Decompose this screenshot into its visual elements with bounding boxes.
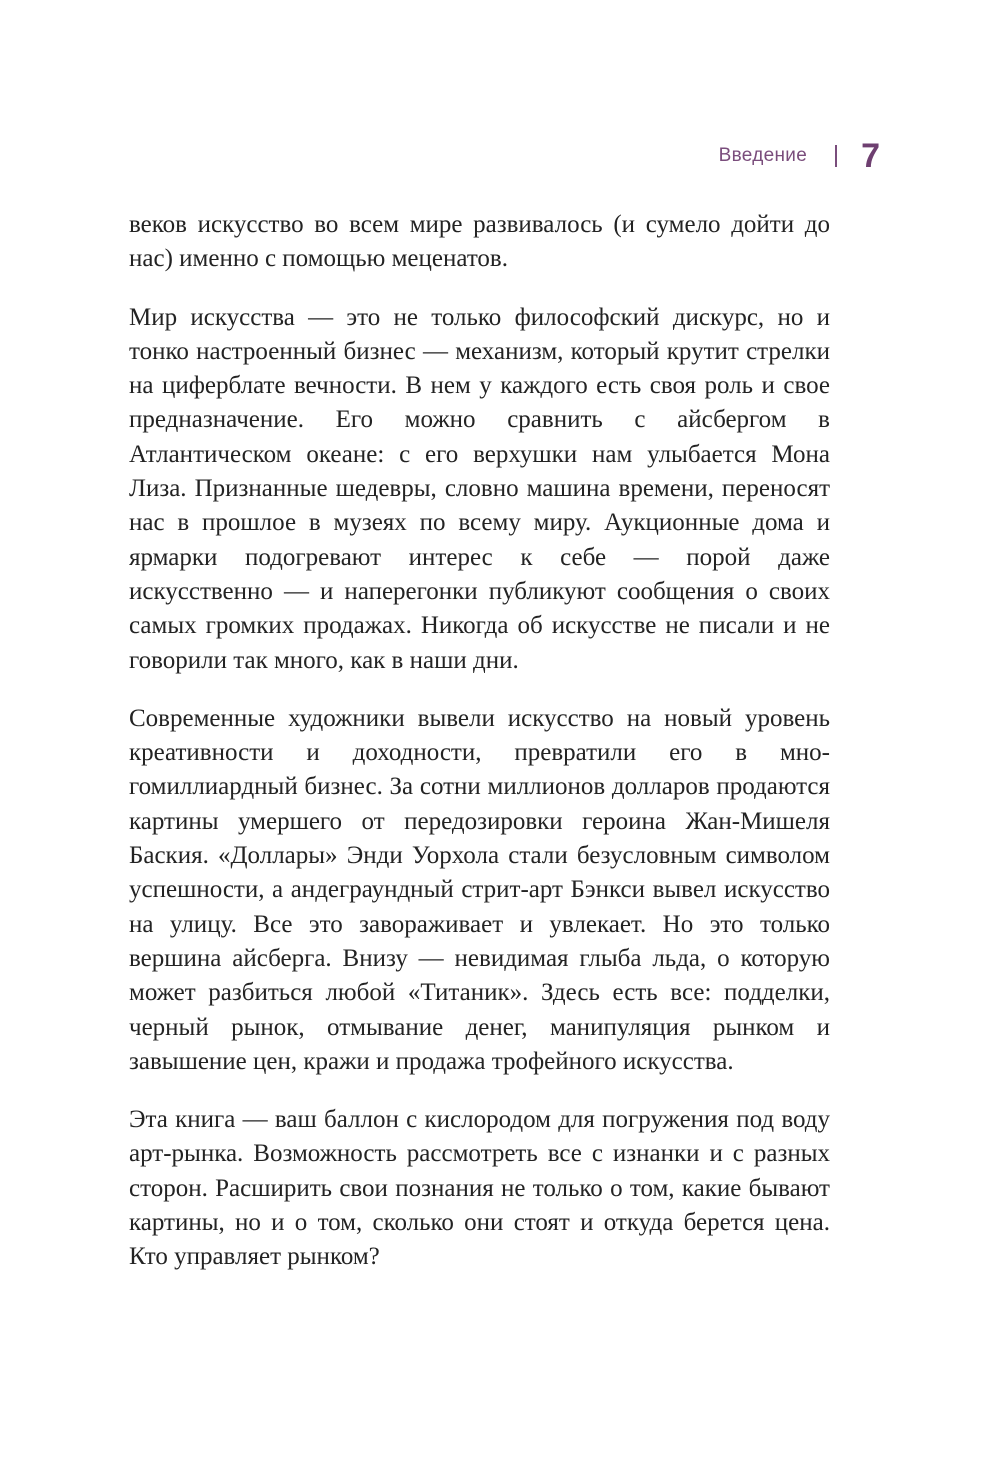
paragraph-1: веков искусство во всем мире развивалось (и сумело дойти до нас) именно с помощью меценатов. [129,211,830,273]
running-header [719,136,880,176]
header-divider [835,145,837,167]
paragraph-3: Современные художники вывели искусство на новый уровень креативности и доходности, превратили его в многомиллиардный бизнес. За сотни миллионов долларов продаются картины умершего от передозировки героина Жан-Мишеля Баския. «Доллары» Энди Уорхола стали безусловным символом успешности, а андеграундный стрит-арт Бэнкси вывел искусство на улицу. Все это завораживает и увлекает. Но это только вершина айсберга. Внизу — невидимая глыба льда, о которую может разбиться любой «Титаник». Здесь есть все: подделки, черный рынок, отмывание денег, манипуляция рынком и завышение цен, кражи и продажа трофейного искусства. [129,704,830,1075]
body-text [129,208,830,1275]
paragraph-4: Эта книга — ваш баллон с кислородом для погружения под воду арт-рынка. Возможность рассмотреть все с изнанки и с разных сторон. Расширить свои познания не только о том, какие бывают картины, но и о том, сколько они стоят и откуда берется цена. Кто управляет рынком? [129,1106,830,1271]
paragraph-2: Мир искусства — это не только философский дискурс, но и тонко настроенный бизнес — механизм, который крутит стрелки на циферблате вечности. В нем у каждого есть своя роль и свое предназначение. Его можно сравнить с айсбергом в Атлантическом океане: с его верхушки нам улыбается Мона Лиза. Признанные шедевры, словно машина времени, переносят нас в прошлое в музеях по всему миру. Аукционные дома и ярмарки подогревают интерес к себе — порой даже искусственно — и наперегонки публикуют сообщения о своих самых громких продажах. Никогда об искусстве не писали и не говорили так много, как в наши дни. [129,303,830,674]
section-title: Введение [718,145,808,166]
page-number: 7 [861,136,880,175]
